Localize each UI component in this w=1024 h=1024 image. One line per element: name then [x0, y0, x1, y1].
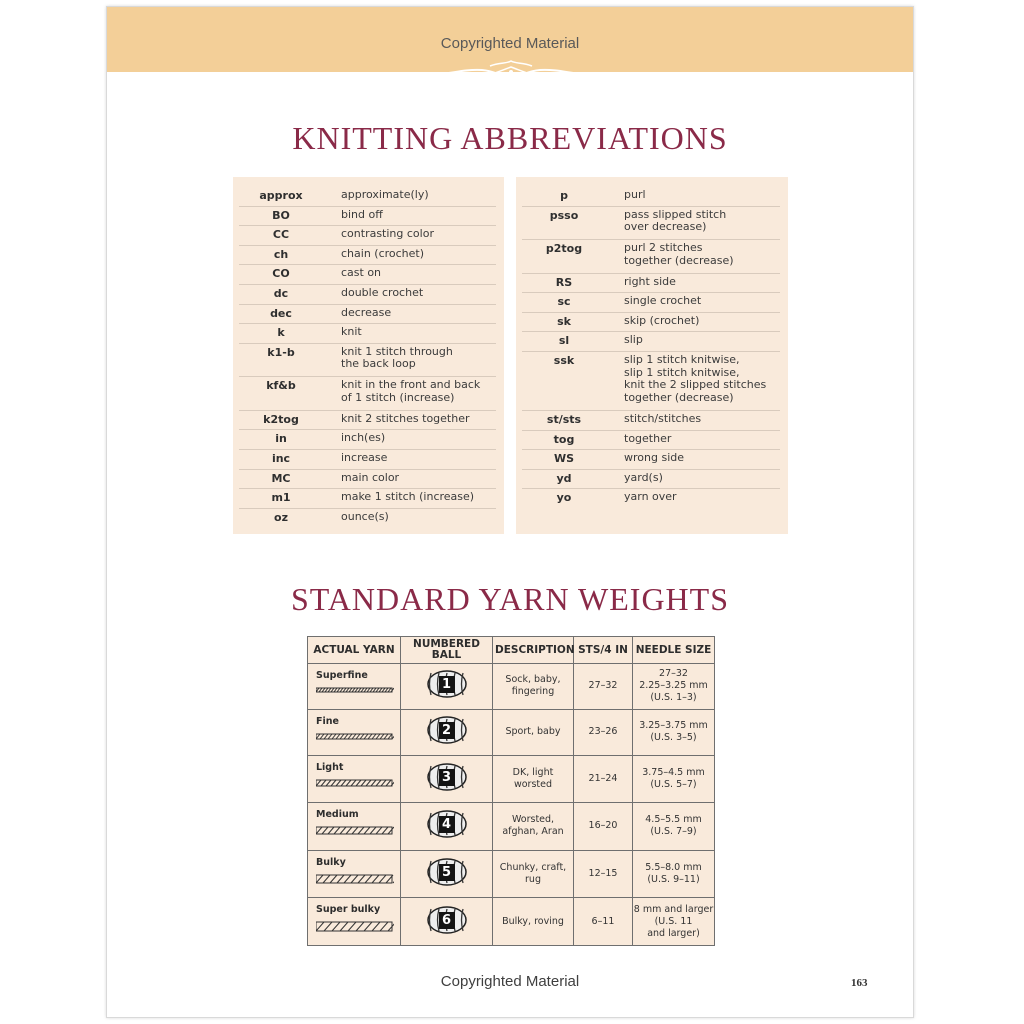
abbreviation-row [522, 450, 780, 470]
yarn-ball-icon [427, 906, 467, 934]
abbreviations-left-panel [233, 177, 504, 534]
abbreviation-meaning: double crochet [341, 286, 424, 299]
abbreviation-term: MC [271, 471, 291, 485]
abbreviation-meaning: approximate(ly) [341, 188, 429, 201]
abbreviation-row [239, 226, 496, 246]
numbered-ball-cell [401, 802, 493, 850]
abbreviation-meaning: purl 2 stitches together (decrease) [624, 241, 734, 267]
column-header: ACTUAL YARN [308, 637, 401, 664]
page-number: 163 [851, 977, 868, 989]
abbreviation-row [239, 377, 496, 411]
abbreviation-term: psso [549, 208, 579, 222]
stitches-cell: 12–15 [574, 850, 633, 898]
abbreviation-row [239, 509, 496, 529]
table-row [308, 664, 715, 710]
yarn-ball-icon [427, 810, 467, 838]
table-row [308, 850, 715, 898]
abbreviation-row [522, 207, 780, 241]
abbreviation-row [239, 246, 496, 266]
ball-number: 3 [439, 769, 455, 786]
abbreviation-row [522, 431, 780, 451]
yarn-ball-icon [427, 670, 467, 698]
description-cell: Sock, baby, fingering [493, 664, 574, 710]
abbreviation-meaning: increase [341, 451, 388, 464]
abbreviation-meaning: knit 2 stitches together [341, 411, 470, 425]
abbreviation-row [522, 293, 780, 313]
abbreviation-row [239, 305, 496, 325]
abbreviation-meaning: yarn over [624, 490, 677, 504]
abbreviation-term: yd [556, 471, 572, 485]
abbreviation-row [239, 489, 496, 509]
abbreviation-meaning: pass slipped stitch over decrease) [624, 207, 727, 234]
column-header: STS/4 IN [574, 637, 633, 664]
stitches-cell: 23–26 [574, 709, 633, 756]
abbreviation-term: WS [553, 452, 575, 466]
yarn-strand-icon [316, 874, 394, 884]
abbreviations-title: KNITTING ABBREVIATIONS [292, 120, 728, 156]
numbered-ball-cell [401, 664, 493, 710]
ball-number: 4 [439, 816, 455, 833]
abbreviation-row [239, 411, 496, 431]
yarn-weight-name: Medium [316, 808, 359, 820]
description-cell: DK, light worsted [493, 756, 574, 803]
abbreviation-row [522, 313, 780, 333]
abbreviation-term: approx [259, 189, 303, 202]
actual-yarn-cell [308, 850, 401, 898]
abbreviation-meaning: purl [624, 188, 646, 201]
abbreviation-meaning: cast on [341, 266, 382, 280]
column-header: NUMBERED BALL [401, 637, 493, 664]
table-row [308, 802, 715, 850]
needle-size-cell: 8 mm and larger (U.S. 11 and larger) [633, 898, 715, 946]
actual-yarn-cell [308, 664, 401, 710]
needle-size-cell: 4.5–5.5 mm (U.S. 7–9) [633, 802, 715, 850]
abbreviation-term: oz [274, 510, 288, 524]
abbreviation-meaning: ounce(s) [341, 509, 389, 523]
yarn-strand-icon [316, 779, 394, 787]
abbreviation-term: k1-b [267, 345, 295, 359]
abbreviation-term: k2tog [263, 412, 299, 426]
table-header-row [308, 637, 715, 664]
abbreviation-term: ssk [553, 354, 575, 367]
abbreviation-row [522, 352, 780, 411]
yarn-ball-icon [427, 763, 467, 791]
description-cell: Worsted, afghan, Aran [493, 802, 574, 850]
abbreviation-row [239, 344, 496, 378]
abbreviation-row [239, 470, 496, 490]
abbreviation-term: CC [272, 228, 290, 242]
yarn-strand-icon [316, 733, 394, 740]
flourish-ornament [420, 58, 602, 84]
abbreviation-term: dc [273, 287, 289, 300]
numbered-ball-cell [401, 898, 493, 946]
ball-number: 2 [439, 722, 455, 739]
abbreviation-term: yo [556, 491, 572, 505]
abbreviation-term: in [275, 432, 287, 446]
abbreviation-term: sc [557, 295, 571, 309]
actual-yarn-cell [308, 756, 401, 803]
table-row [308, 756, 715, 803]
abbreviation-term: p2tog [545, 242, 583, 256]
abbreviation-meaning: inch(es) [341, 431, 386, 445]
abbreviation-row [239, 265, 496, 285]
book-page [106, 6, 914, 1018]
abbreviation-term: tog [553, 432, 575, 446]
column-header: NEEDLE SIZE [633, 637, 715, 664]
ball-number: 6 [439, 912, 455, 929]
yarn-weight-name: Super bulky [316, 904, 381, 916]
abbreviation-meaning: bind off [341, 207, 383, 221]
abbreviation-meaning: together [624, 431, 672, 445]
abbreviation-term: st/sts [546, 413, 582, 426]
abbreviation-term: k [277, 326, 285, 340]
abbreviation-term: sk [557, 314, 571, 328]
copyright-header: Copyrighted Material [440, 35, 580, 52]
abbreviation-row [239, 285, 496, 305]
abbreviation-meaning: stitch/stitches [624, 412, 702, 425]
description-cell: Bulky, roving [493, 898, 574, 946]
actual-yarn-cell [308, 898, 401, 946]
yarn-weights-title: STANDARD YARN WEIGHTS [291, 581, 729, 617]
abbreviation-term: RS [555, 275, 573, 289]
abbreviation-term: BO [272, 208, 290, 222]
abbreviation-term: sl [558, 334, 570, 348]
abbreviation-meaning: knit 1 stitch through the back loop [341, 344, 453, 371]
abbreviation-meaning: knit [341, 325, 362, 339]
needle-size-cell: 3.25–3.75 mm (U.S. 3–5) [633, 709, 715, 756]
yarn-strand-icon [316, 826, 394, 835]
description-cell: Sport, baby [493, 709, 574, 756]
yarn-ball-icon [427, 716, 467, 744]
yarn-weight-name: Fine [316, 715, 339, 727]
yarn-weights-table [307, 636, 715, 946]
numbered-ball-cell [401, 850, 493, 898]
yarn-strand-icon [316, 921, 394, 932]
description-cell: Chunky, craft, rug [493, 850, 574, 898]
abbreviation-row [239, 324, 496, 344]
abbreviation-term: kf&b [266, 379, 296, 393]
abbreviation-row [239, 207, 496, 227]
abbreviation-meaning: slip [624, 333, 643, 347]
yarn-weight-name: Bulky [316, 856, 346, 868]
yarn-weight-name: Superfine [316, 670, 368, 681]
abbreviation-term: m1 [271, 491, 291, 505]
numbered-ball-cell [401, 709, 493, 756]
abbreviation-meaning: chain (crochet) [341, 246, 425, 260]
abbreviation-meaning: knit in the front and back of 1 stitch (increase) [341, 378, 481, 404]
stitches-cell: 21–24 [574, 756, 633, 803]
abbreviation-row [522, 470, 780, 490]
abbreviation-row [239, 430, 496, 450]
abbreviation-term: ch [273, 247, 289, 261]
abbreviation-meaning: make 1 stitch (increase) [341, 490, 475, 504]
copyright-footer: Copyrighted Material [440, 973, 580, 990]
abbreviation-term: dec [270, 306, 292, 320]
abbreviation-meaning: main color [341, 470, 400, 484]
abbreviation-term: CO [272, 267, 290, 281]
needle-size-cell: 3.75–4.5 mm (U.S. 5–7) [633, 756, 715, 803]
abbreviations-right-panel [516, 177, 788, 534]
needle-size-cell: 27–32 2.25–3.25 mm (U.S. 1–3) [633, 664, 715, 710]
abbreviation-row [522, 240, 780, 274]
actual-yarn-cell [308, 709, 401, 756]
abbreviation-row [522, 187, 780, 207]
abbreviation-row [522, 332, 780, 352]
abbreviation-meaning: contrasting color [341, 227, 434, 241]
ball-number: 1 [439, 676, 455, 693]
stitches-cell: 6–11 [574, 898, 633, 946]
yarn-weight-name: Light [316, 762, 344, 774]
yarn-ball-icon [427, 858, 467, 886]
abbreviation-row [239, 187, 496, 207]
actual-yarn-cell [308, 802, 401, 850]
abbreviation-term: inc [271, 452, 291, 465]
abbreviation-meaning: single crochet [624, 294, 702, 308]
table-row [308, 898, 715, 946]
abbreviation-term: p [560, 189, 568, 202]
abbreviation-meaning: skip (crochet) [624, 313, 700, 327]
abbreviation-meaning: decrease [341, 305, 392, 319]
abbreviation-meaning: yard(s) [624, 470, 663, 484]
abbreviation-meaning: wrong side [624, 451, 684, 465]
column-header: DESCRIPTION [493, 637, 574, 664]
stitches-cell: 16–20 [574, 802, 633, 850]
stitches-cell: 27–32 [574, 664, 633, 710]
abbreviation-meaning: right side [624, 274, 676, 288]
abbreviation-row [522, 489, 780, 509]
yarn-strand-icon [316, 687, 394, 693]
abbreviation-row [522, 411, 780, 431]
abbreviation-meaning: slip 1 stitch knitwise, slip 1 stitch knitwise, knit the 2 slipped stitches together (decrease) [624, 353, 767, 404]
table-row [308, 709, 715, 756]
abbreviation-row [522, 274, 780, 294]
needle-size-cell: 5.5–8.0 mm (U.S. 9–11) [633, 850, 715, 898]
abbreviation-row [239, 450, 496, 470]
ball-number: 5 [439, 864, 455, 881]
numbered-ball-cell [401, 756, 493, 803]
